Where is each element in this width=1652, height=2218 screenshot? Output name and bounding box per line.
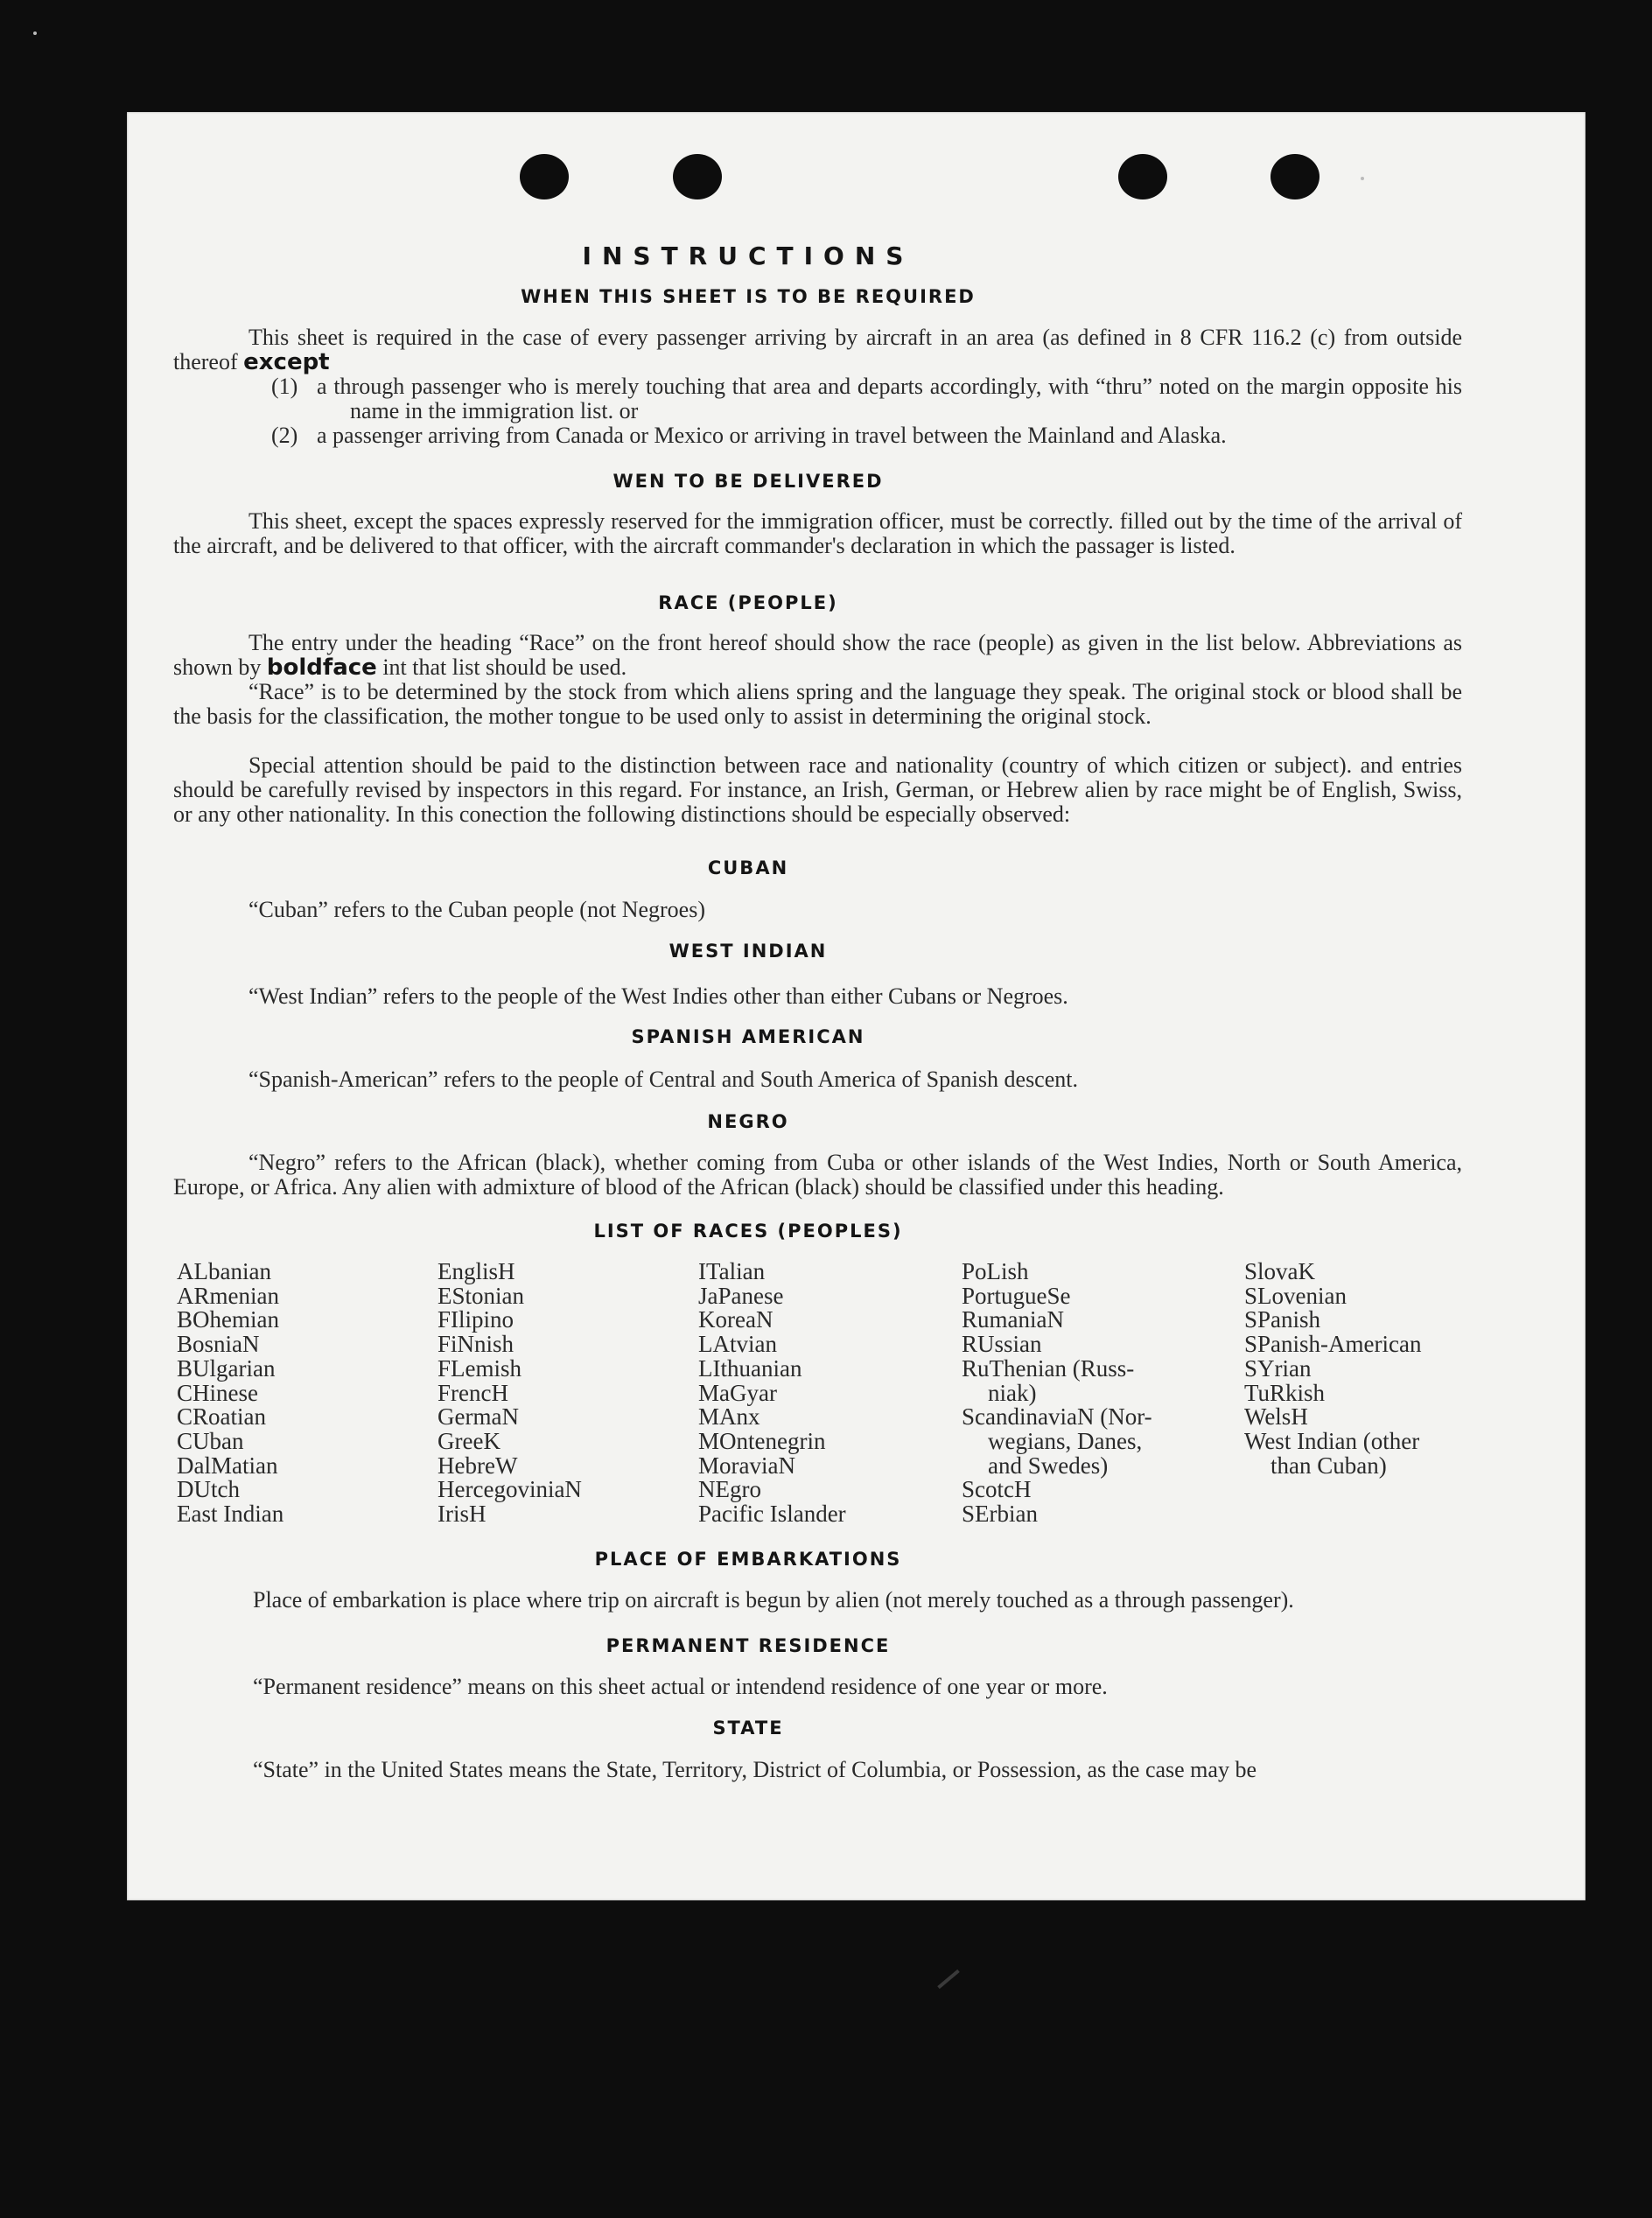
heading-delivered: WEN TO BE DELIVERED [612,471,884,492]
list-item: JaPanese [698,1282,784,1309]
list-item: ScandinaviaN (Nor- [962,1403,1152,1431]
negro-paragraph: “Negro” refers to the African (black), whether coming from Cuba or other islands of the West Indies, North or South America, Europe, or Africa. Any alien with admixture of blood of the African (black) should be classified under this heading. [173,1150,1462,1200]
except-bold: except [243,349,330,375]
residence-paragraph: “Permanent residence” means on this sheet actual or intendend residence of one year or more. [253,1674,1108,1699]
list-item: FrencH [438,1379,508,1406]
race-list-column-3 [698,1260,846,1527]
list-item: SlovaK [1244,1258,1315,1284]
list-item: PoLish [962,1258,1029,1284]
race-paragraph-1: The entry under the heading “Race” on the front hereof should show the race (people) as given in the list below. Abbreviations as shown by boldface int that list should be used. [173,630,1462,681]
spanish-american-paragraph: “Spanish-American” refers to the people of Central and South America of Spanish descent. [248,1067,1078,1092]
list-item: FLemish [438,1354,522,1382]
list-item: RUssian [962,1331,1042,1358]
west-indian-paragraph: “West Indian” refers to the people of the West Indies other than either Cubans or Negroes. [248,983,1068,1009]
list-item: ALbanian [177,1258,271,1284]
list-item: GreeK [438,1427,500,1454]
heading-required: WHEN THIS SHEET IS TO BE REQUIRED [521,286,976,307]
punch-hole [673,154,722,199]
list-item: IrisH [438,1501,486,1528]
required-item-2: (2) a passenger arriving from Canada or Mexico or arriving in travel between the Mainland and Alaska. [271,423,1227,448]
punch-hole [1270,154,1320,199]
list-item: RuThenian (Russ- [962,1354,1135,1382]
list-item: FIlipino [438,1306,514,1333]
punch-hole [520,154,569,199]
required-item-1: (1) a through passenger who is merely touching that area and departs accordingly, with “thru” noted on the margin opposite his name in the immigration list. or [271,374,1462,423]
heading-negro: NEGRO [707,1111,789,1132]
heading-race: RACE (PEOPLE) [658,592,838,613]
list-item: than Cuban) [1270,1452,1387,1479]
list-item: TuRkish [1244,1379,1326,1406]
list-item: FiNnish [438,1331,514,1358]
list-item: EStonian [438,1282,524,1309]
list-item: CUban [177,1427,244,1454]
list-item: SYrian [1244,1354,1312,1382]
list-item: East Indian [177,1501,284,1528]
list-item: SPanish-American [1244,1331,1422,1358]
race-list-column-4 [962,1260,1152,1527]
heading-state: STATE [712,1718,784,1739]
race-list-column-1 [177,1260,284,1527]
list-item: MOntenegrin [698,1427,826,1454]
race-list-column-5 [1244,1260,1421,1478]
list-item: HebreW [438,1452,518,1479]
list-item: MAnx [698,1403,760,1431]
heading-cuban: CUBAN [707,857,789,878]
scan-artifact [33,31,37,35]
race-list-column-2 [438,1260,582,1527]
race-paragraph-3: Special attention should be paid to the distinction between race and nationality (country of which citizen or subject). and entries should be carefully revised by inspectors in this regard. For instance, an Irish, German, or Hebrew alien by race might be of English, Swiss, or any other nationality. In this conection the following distinctions should be especially observed: [173,752,1462,827]
boldface-bold: boldface [266,654,377,681]
list-item: NEgro [698,1476,761,1503]
list-item: SPanish [1244,1306,1321,1333]
list-item: and Swedes) [988,1452,1109,1479]
list-item: MaGyar [698,1379,777,1406]
race-paragraph-2: “Race” is to be determined by the stock from which aliens spring and the language they speak. The original stock or blood shall be the basis for the classification, the mother tongue to be used only to assist in determining the original stock. [173,679,1462,729]
list-item: KoreaN [698,1306,774,1333]
list-item: wegians, Danes, [988,1427,1143,1454]
state-paragraph: “State” in the United States means the State, Territory, District of Columbia, or Possession, as the case may be [253,1757,1256,1782]
list-item: CRoatian [177,1403,266,1431]
required-paragraph: This sheet is required in the case of every passenger arriving by aircraft in an area (as defined in 8 CFR 116.2 (c) from outside thereof except [173,325,1462,375]
list-item: BUlgarian [177,1354,276,1382]
list-item: LIthuanian [698,1354,802,1382]
page-title: INSTRUCTIONS [582,241,914,270]
cuban-paragraph: “Cuban” refers to the Cuban people (not Negroes) [248,897,705,922]
heading-spanish-american: SPANISH AMERICAN [631,1026,865,1047]
list-item: BosniaN [177,1331,260,1358]
list-item: EnglisH [438,1258,515,1284]
list-item: niak) [988,1379,1037,1406]
list-item: DalMatian [177,1452,278,1479]
heading-list: LIST OF RACES (PEOPLES) [593,1221,903,1242]
list-item: MoraviaN [698,1452,795,1479]
heading-embarkation: PLACE OF EMBARKATIONS [594,1549,902,1570]
list-item: PortugueSe [962,1282,1071,1309]
list-item: RumaniaN [962,1306,1064,1333]
list-item: GermaN [438,1403,519,1431]
list-item: WelsH [1244,1403,1308,1431]
scan-artifact [1361,177,1364,180]
list-item: BOhemian [177,1306,279,1333]
list-item: CHinese [177,1379,258,1406]
list-item: LAtvian [698,1331,777,1358]
list-item: ITalian [698,1258,766,1284]
delivered-paragraph: This sheet, except the spaces expressly reserved for the immigration officer, must be correctly. filled out by the time of the arrival of the aircraft, and be delivered to that officer, with the aircraft commander's declaration in which the passager is listed. [173,508,1462,558]
list-item: Pacific Islander [698,1501,846,1528]
scan-artifact [937,1970,960,1989]
list-item: ARmenian [177,1282,279,1309]
heading-residence: PERMANENT RESIDENCE [606,1635,891,1656]
punch-hole [1118,154,1167,199]
list-item: SErbian [962,1501,1038,1528]
list-item: ScotcH [962,1476,1032,1503]
heading-west-indian: WEST INDIAN [668,941,828,962]
list-item: SLovenian [1244,1282,1347,1309]
list-item: West Indian (other [1244,1427,1420,1454]
list-item: HercegoviniaN [438,1476,582,1503]
embarkation-paragraph: Place of embarkation is place where trip on aircraft is begun by alien (not merely touched as a through passenger). [253,1587,1294,1613]
list-item: DUtch [177,1476,240,1503]
